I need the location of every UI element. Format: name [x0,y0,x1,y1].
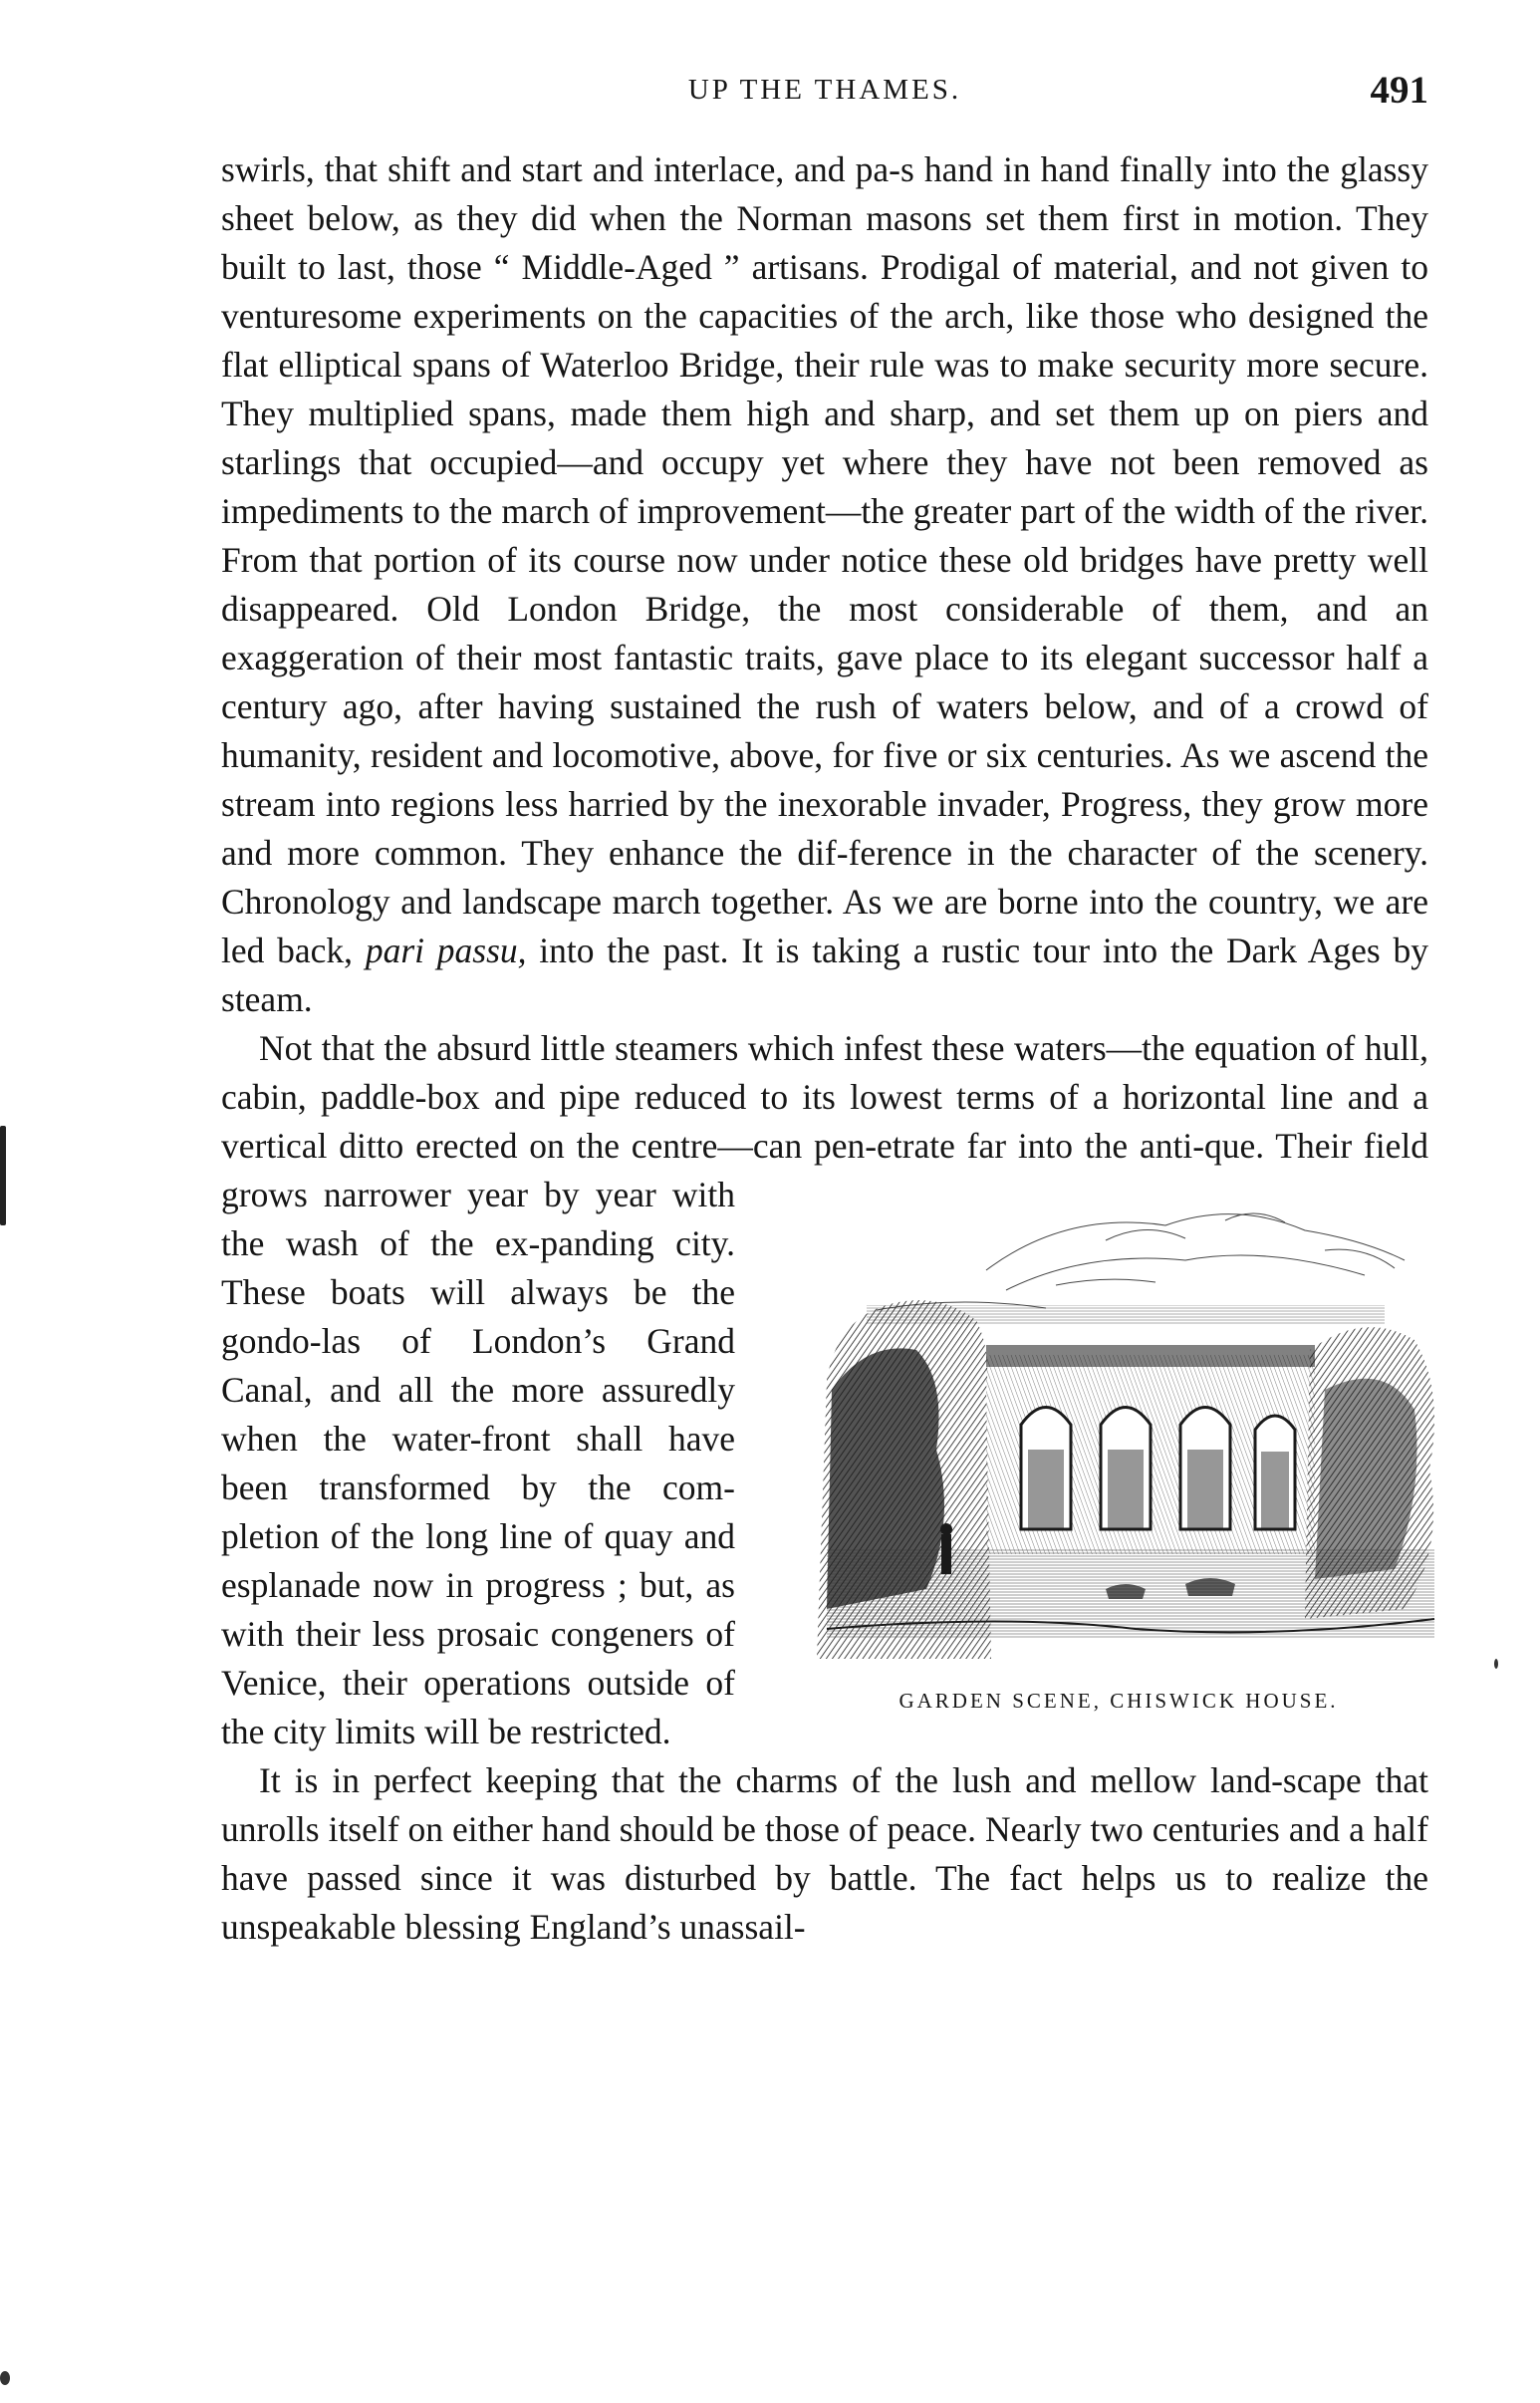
paragraph [221,145,1428,1024]
text-run: It is in perfect keeping that the charms of the lush and mellow land-scape that unrolls itself on either hand should be those of peace. Nearly two centuries and a half have passed since it was disturbed by battle. The fact helps us to realize the unspeakable blessing England’s unassail- [221,1760,1428,1947]
figure-caption: GARDEN SCENE, CHISWICK HOUSE. [898,1689,1339,1713]
running-head [221,68,1428,128]
text-run: Not that the absurd little steamers which infest these waters—the equation of hull, cabin, paddle-box and pipe reduced to its lowest terms of a horizontal line and a vertical ditto erected on the centre—can pen- [221,1028,1428,1166]
running-title: UP THE THAMES. [687,74,962,106]
margin-mark [0,1126,6,1225]
body-text [221,145,1428,1952]
paragraph [221,1756,1428,1952]
engraving-image [807,1191,1444,1659]
margin-speck [1494,1659,1498,1669]
page-number: 491 [1370,69,1428,112]
text-run: swirls, that shift and start and interlace, and pa-s hand in hand finally into the glassy sheet below, as they did when the Norman masons set them first in motion. They built to last, those “ Middle-Aged ” artisans. Prodigal of material, and not given to venturesome experiments on the capacities of the arch, like those who designed the flat elliptical spans of Waterloo Bridge, their rule was to make security more secure. They multiplied spans, made them high and sharp, and set them up on piers and starlings that occupied—and occupy yet where they have not been removed as impediments to the march of improvement—the greater part of the width of the river. From that portion of its course now under notice these old bridges have pretty well disappeared. Old London Bridge, the most considerable of them, and an exaggeration of their most fantastic traits, gave place to its elegant successor half a century ago, after having sustained the rush of waters below, and of a crowd of humanity, resident and locomotive, above, for five or six centuries. As we ascend the stream into regions less harried by the inexorable invader, Progress, they grow more and more common. They enhance the dif-ference in the character of the scenery. Chronology and landscape march together. As we are borne into the country, we are led back, [221,149,1428,970]
text-run: etrate far into the anti-que. Their field grows narrower year by year with the wash of the ex-panding city. These boats will always be the gondo-las of London’s Grand Canal, and all the more assuredly when the water-front shall have been transformed by the com-pletion of the long line of quay and esplanade now in progress ; but, as with their less prosaic congeners of Venice, their operations outside of the city limits will be restricted. [221,1126,1428,1751]
text-run: into the past. It is taking a rustic tour into the Dark Ages by steam. [221,931,1429,1019]
margin-speck [0,2371,10,2385]
paragraph [221,1024,1428,1756]
figure [771,1185,1428,1725]
italic-phrase: pari passu, [365,931,527,970]
